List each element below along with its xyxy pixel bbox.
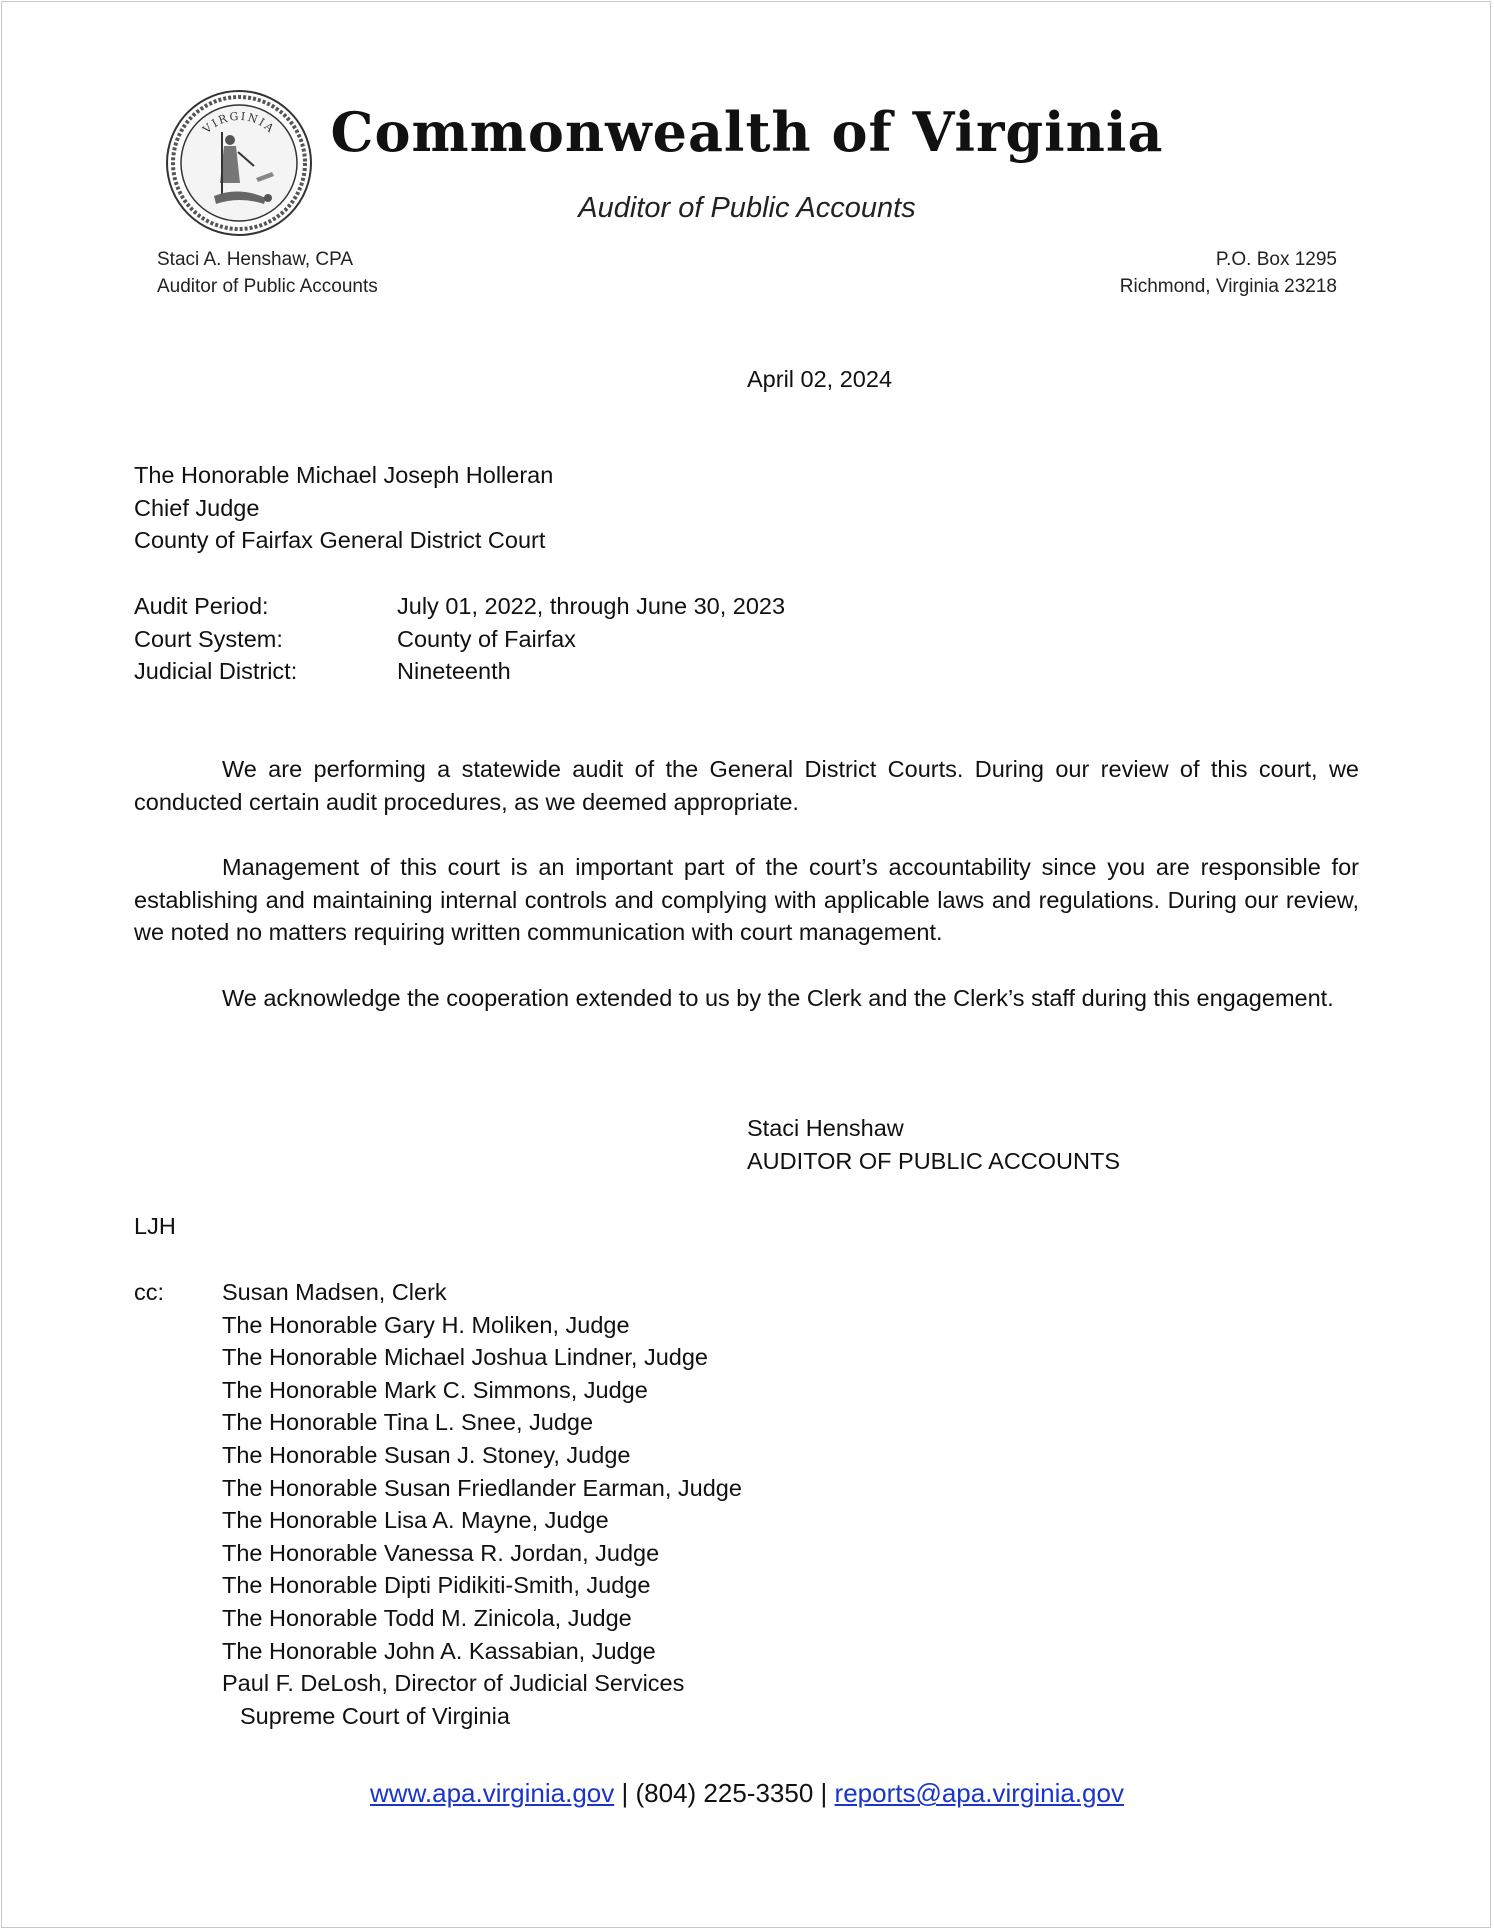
cc-recipient: The Honorable Tina L. Snee, Judge — [222, 1409, 594, 1436]
letterhead-subtitle: Auditor of Public Accounts — [578, 192, 916, 224]
cc-recipient: The Honorable Susan J. Stoney, Judge — [222, 1441, 631, 1468]
audit-info-label: Court System: — [134, 625, 283, 652]
cc-recipient: The Honorable Lisa A. Mayne, Judge — [222, 1507, 609, 1534]
po-box: P.O. Box 1295 — [1215, 249, 1337, 270]
recipient-court: County of Fairfax General District Court — [134, 527, 546, 554]
cc-recipient: The Honorable Todd M. Zinicola, Judge — [222, 1604, 632, 1631]
cc-recipient: The Honorable Mark C. Simmons, Judge — [222, 1376, 648, 1403]
cc-recipient: Susan Madsen, Clerk — [222, 1279, 447, 1305]
cc-recipient: The Honorable John A. Kassabian, Judge — [222, 1637, 656, 1664]
cc-recipient: The Honorable Vanessa R. Jordan, Judge — [222, 1539, 660, 1566]
recipient-name: The Honorable Michael Joseph Holleran — [134, 462, 554, 488]
body-paragraph: We are performing a statewide audit of the General District Courts. During our review of this court, we conducted certain audit procedures, as we deemed appropriate. — [134, 756, 1359, 815]
cc-list — [222, 1276, 742, 1732]
sender-address — [1120, 246, 1337, 300]
cc-recipient: The Honorable Michael Joshua Lindner, Judge — [222, 1344, 708, 1371]
footer-separator: | — [621, 1778, 629, 1808]
signature-title: AUDITOR OF PUBLIC ACCOUNTS — [747, 1147, 1121, 1174]
cc-recipient: Paul F. DeLosh, Director of Judicial Services — [222, 1670, 685, 1697]
typist-initials: LJH — [134, 1213, 176, 1239]
audit-info-label: Judicial District: — [134, 658, 298, 685]
cc-label: cc: — [134, 1279, 165, 1305]
seal-text: VIRGINIA — [200, 109, 278, 137]
city-state: Richmond, Virginia 23218 — [1119, 276, 1337, 297]
cc-recipient: The Honorable Dipti Pidikiti-Smith, Judge — [222, 1572, 651, 1599]
signature-block — [747, 1112, 1120, 1177]
sender-title: Auditor of Public Accounts — [157, 276, 378, 297]
signature-name: Staci Henshaw — [747, 1115, 904, 1141]
recipient-title: Chief Judge — [134, 494, 260, 521]
audit-info-value: County of Fairfax — [397, 625, 576, 652]
footer-separator: | — [820, 1778, 828, 1808]
email-link[interactable]: reports@apa.virginia.gov — [834, 1778, 1124, 1808]
body-paragraph: Management of this court is an important part of the court’s accountability since you are responsible for establishing and maintaining internal controls and complying with applicable laws and regulations. During our review, we noted no matters requiring written communication with court management. — [134, 854, 1359, 946]
website-link[interactable]: www.apa.virginia.gov — [370, 1778, 615, 1808]
audit-info-value: July 01, 2022, through June 30, 2023 — [397, 593, 786, 619]
audit-info-value: Nineteenth — [397, 658, 511, 685]
recipient-block — [134, 459, 553, 557]
audit-info-label: Audit Period: — [134, 593, 269, 619]
letter-date: April 02, 2024 — [747, 366, 893, 392]
sender-name: Staci A. Henshaw, CPA — [157, 249, 354, 270]
phone-number: (804) 225-3350 — [635, 1778, 814, 1808]
sender-block — [157, 246, 378, 300]
footer — [0, 1778, 1494, 1809]
letterhead-title: Commonwealth of Virginia — [330, 100, 1164, 164]
cc-recipient-sub: Supreme Court of Virginia — [240, 1702, 510, 1729]
cc-recipient: The Honorable Gary H. Moliken, Judge — [222, 1311, 630, 1338]
cc-recipient: The Honorable Susan Friedlander Earman, Judge — [222, 1474, 742, 1501]
body-paragraph: We acknowledge the cooperation extended to us by the Clerk and the Clerk’s staff during this engagement. — [222, 985, 1334, 1011]
